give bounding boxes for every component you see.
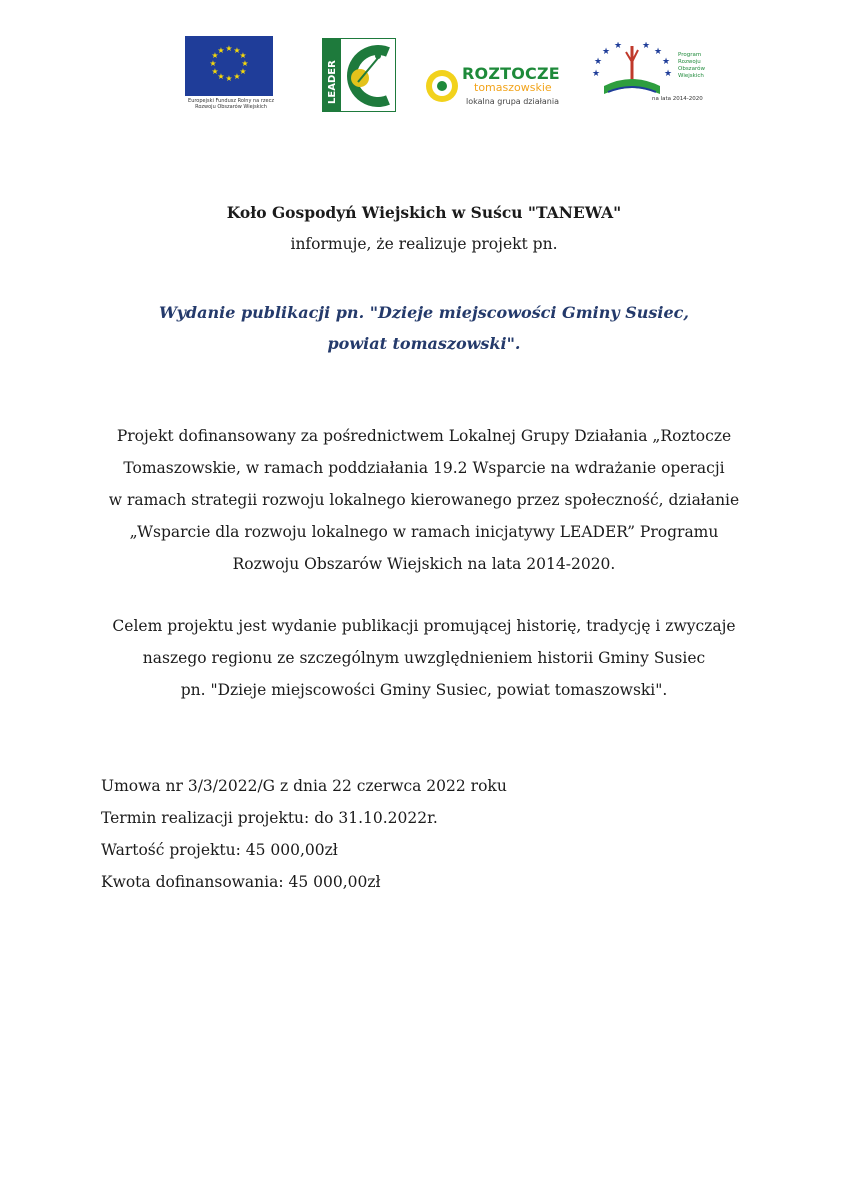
svg-text:LEADER: LEADER [327,60,338,104]
paragraph-line: „Wsparcie dla rozwoju lokalnego w ramach inicjatywy LEADER” Programu [129,523,719,541]
prow-emblem-icon [588,42,676,100]
svg-text:★: ★ [241,59,249,68]
svg-text:★: ★ [225,74,233,83]
svg-text:★: ★ [601,47,611,57]
svg-text:★: ★ [233,72,241,81]
contract-number: Umowa nr 3/3/2022/G z dnia 22 czerwca 2022 roku [101,777,507,795]
svg-text:★: ★ [593,57,603,67]
roztocze-title: ROZTOCZE [462,64,560,83]
sun-icon [424,66,460,106]
paragraph-line: Rozwoju Obszarów Wiejskich na lata 2014-2020. [232,555,616,573]
svg-text:★: ★ [211,67,219,76]
paragraph-line: pn. "Dzieje miejscowości Gminy Susiec, powiat tomaszowski". [180,681,668,699]
eu-flag-logo [185,36,277,114]
svg-text:★: ★ [239,67,247,76]
svg-text:★: ★ [211,51,219,60]
paragraph-line: w ramach strategii rozwoju lokalnego kierowanego przez społeczność, działanie [108,491,740,509]
svg-text:★: ★ [613,42,623,51]
svg-text:★: ★ [591,69,601,79]
svg-text:★: ★ [233,46,241,55]
svg-text:★: ★ [653,47,663,57]
eu-flag-icon [185,36,273,96]
roztocze-logo [424,62,576,110]
paragraph-line: Celem projektu jest wydanie publikacji promującej historię, tradycję i zwyczaje [112,617,736,635]
intro-text: informuje, że realizuje projekt pn. [290,235,558,253]
goal-paragraph [0,610,848,706]
logo-bar [0,34,848,118]
svg-text:★: ★ [209,59,217,68]
roztocze-subtitle: tomaszowskie [474,81,552,94]
organization-name: Koło Gospodyń Wiejskich w Suścu "TANEWA" [226,203,622,222]
svg-text:★: ★ [663,69,673,79]
project-deadline: Termin realizacji projektu: do 31.10.2022r. [101,809,438,827]
svg-text:★: ★ [641,42,651,51]
project-value: Wartość projektu: 45 000,00zł [101,841,338,859]
svg-text:★: ★ [217,72,225,81]
paragraph-line: Tomaszowskie, w ramach poddziałania 19.2 Wsparcie na wdrażanie operacji [123,459,725,477]
svg-text:★: ★ [225,44,233,53]
svg-text:★: ★ [239,51,247,60]
roztocze-tagline: lokalna grupa działania [466,97,559,106]
project-details [101,770,507,898]
svg-text:★: ★ [217,46,225,55]
project-title [0,297,848,359]
prow-logo [588,42,720,112]
leader-logo [322,38,396,112]
paragraph-line: Projekt dofinansowany za pośrednictwem Lokalnej Grupy Działania „Roztocze [116,427,732,445]
svg-text:★: ★ [661,57,671,67]
prow-text: Program Rozwoju Obszarów Wiejskich [678,52,705,79]
prow-years: na lata 2014-2020 [652,96,703,102]
project-title-line: powiat tomaszowski". [327,334,521,353]
project-title-line: Wydanie publikacji pn. "Dzieje miejscowości Gminy Susiec, [159,303,689,322]
funding-paragraph [0,420,848,580]
funding-amount: Kwota dofinansowania: 45 000,00zł [101,873,381,891]
paragraph-line: naszego regionu ze szczególnym uwzględnieniem historii Gminy Susiec [142,649,706,667]
eu-caption: Europejski Fundusz Rolny na rzecz Rozwoju Obszarów Wiejskich [188,98,274,110]
